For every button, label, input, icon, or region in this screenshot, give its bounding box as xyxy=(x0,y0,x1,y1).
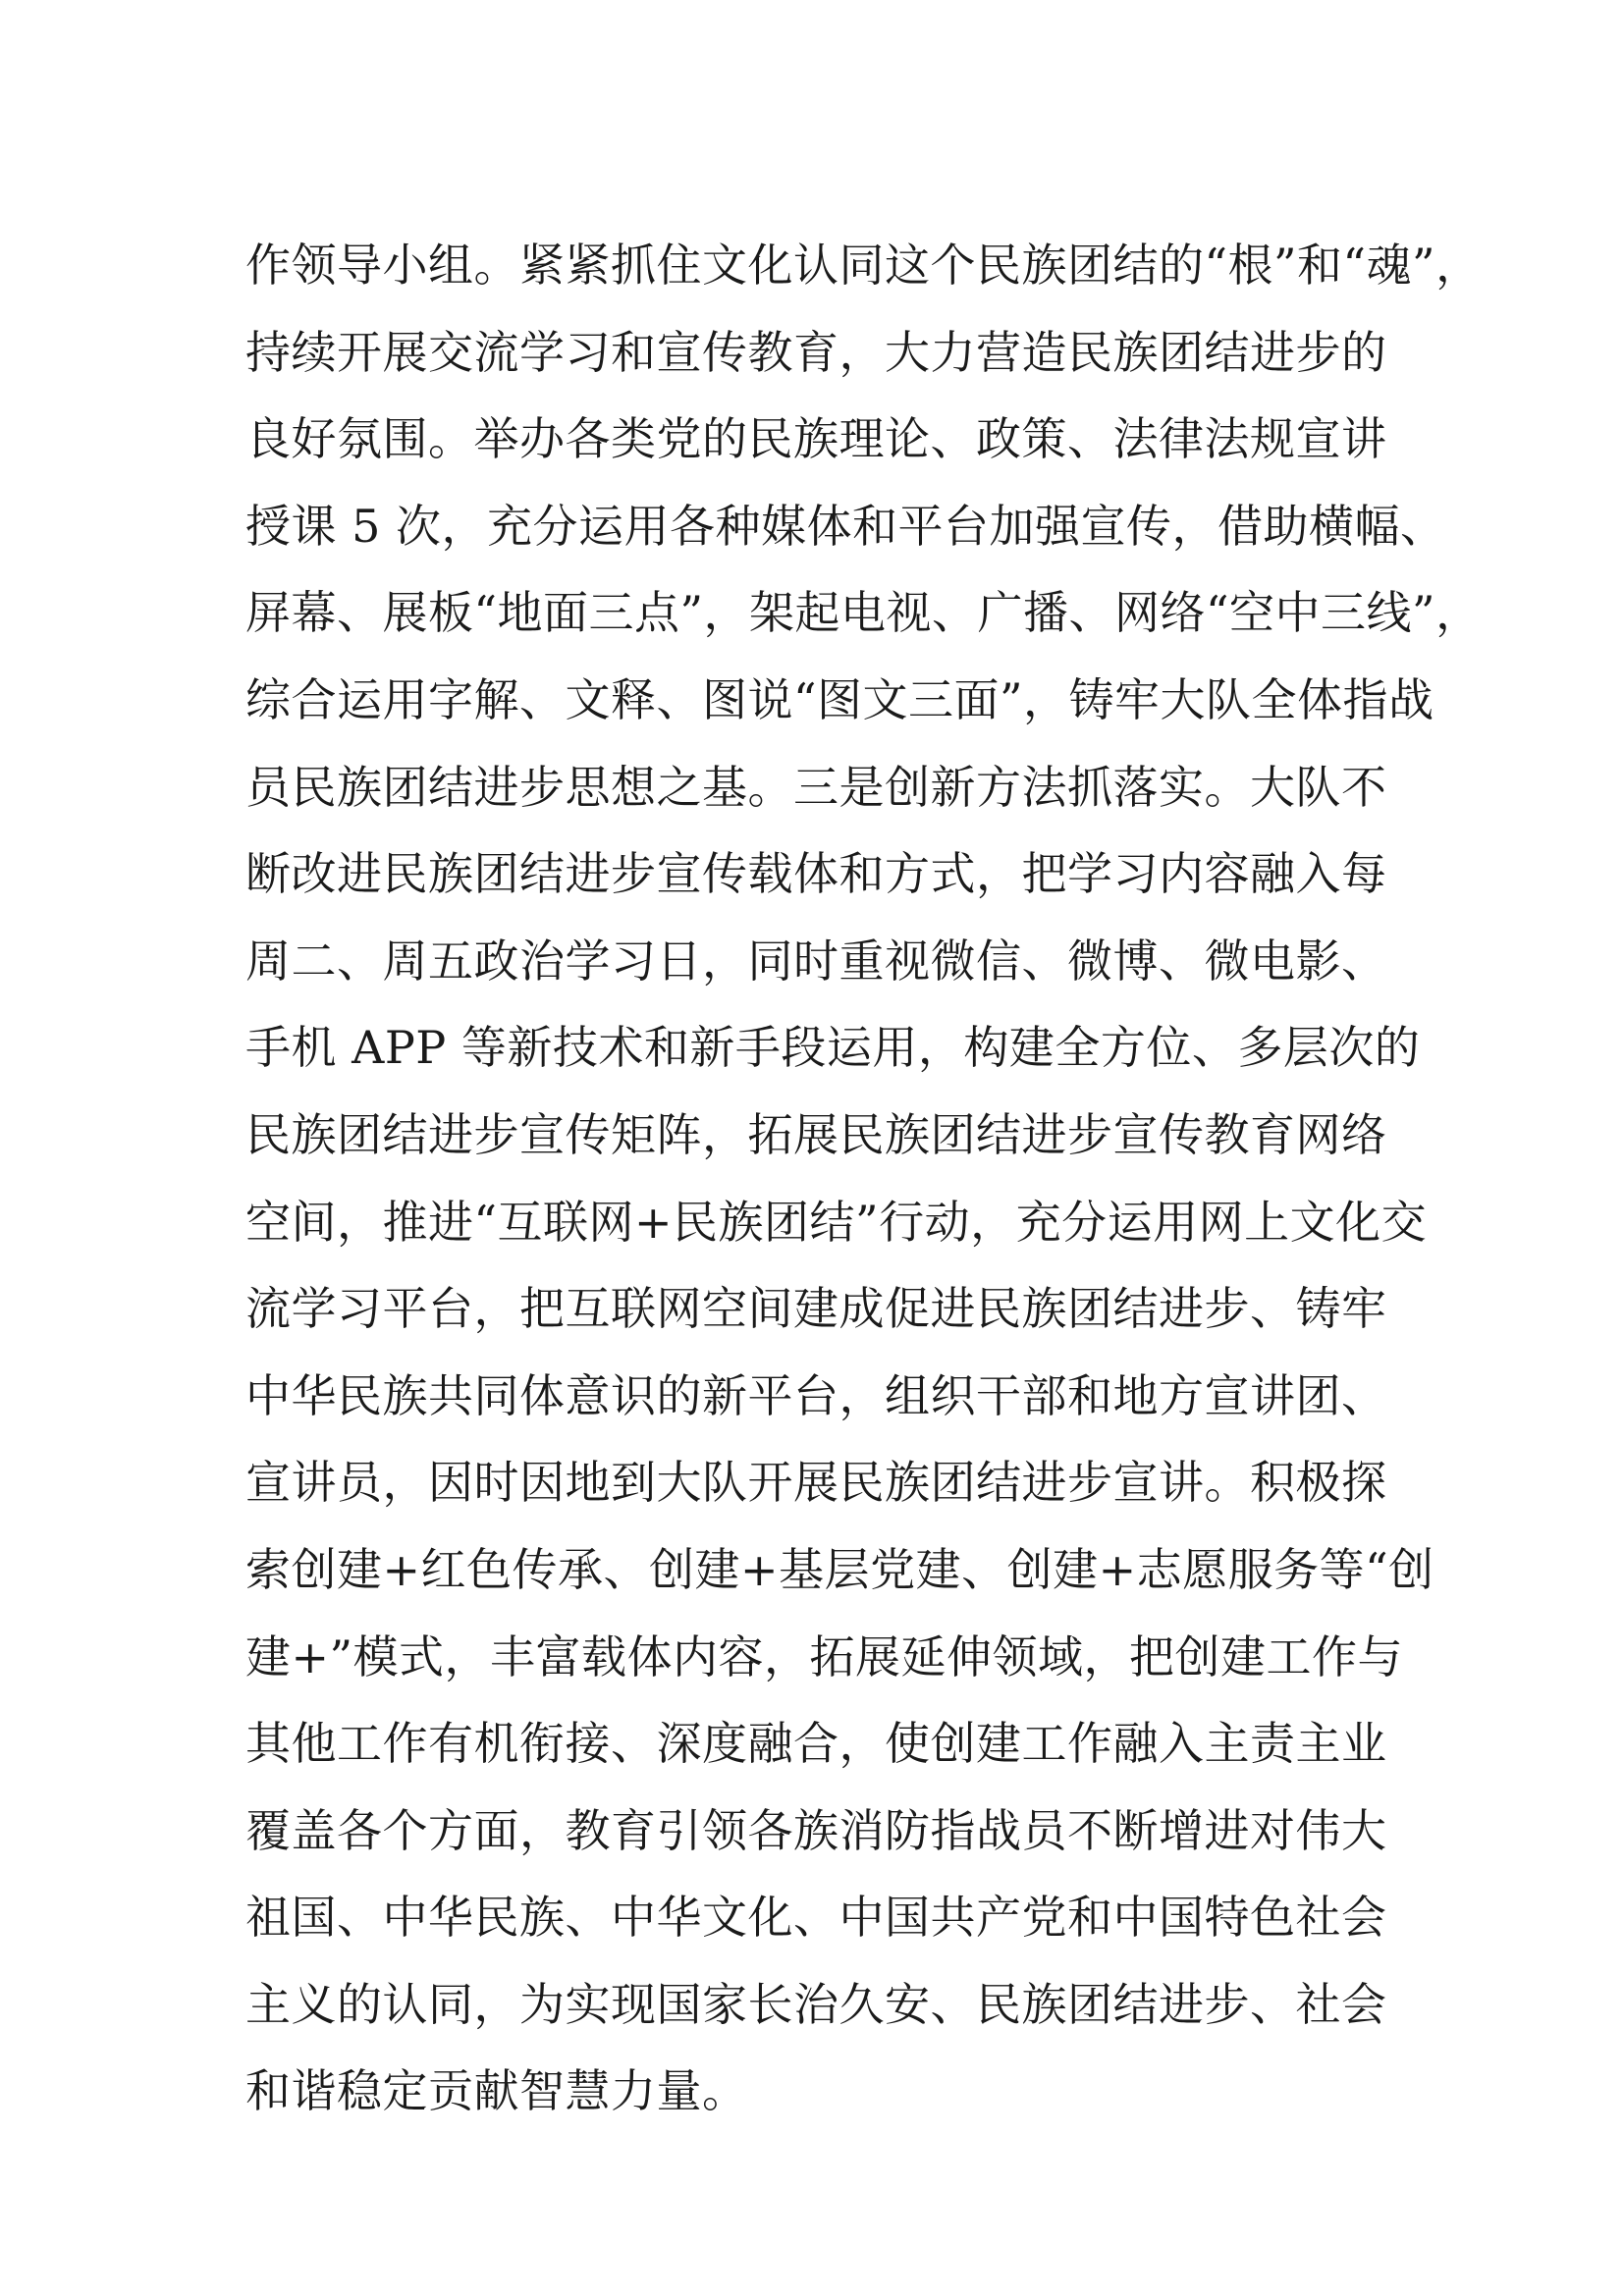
text-line-4: 授课 5 次，充分运用各种媒体和平台加强宣传，借助横幅、 xyxy=(245,499,1446,553)
text-line-1: 作领导小组。紧紧抓住文化认同这个民族团结的“根”和“魂”， xyxy=(245,239,1482,292)
text-line-18: 其他工作有机衔接、深度融合，使创建工作融入主责主业 xyxy=(245,1717,1387,1771)
body-paragraph xyxy=(245,222,1482,2135)
text-line-22: 和谐稳定贡献智慧力量。 xyxy=(245,2064,748,2118)
text-line-12: 空间，推进“互联网+民族团结”行动，充分运用网上文化交 xyxy=(245,1195,1428,1249)
text-line-7: 员民族团结进步思想之基。三是创新方法抓落实。大队不 xyxy=(245,760,1387,814)
text-line-5: 屏幕、展板“地面三点”，架起电视、广播、网络“空中三线”， xyxy=(245,586,1482,640)
text-line-19: 覆盖各个方面，教育引领各族消防指战员不断增进对伟大 xyxy=(245,1803,1387,1857)
text-line-8: 断改进民族团结进步宣传载体和方式，把学习内容融入每 xyxy=(245,847,1387,901)
text-line-20: 祖国、中华民族、中华文化、中国共产党和中国特色社会 xyxy=(245,1891,1387,1945)
text-line-6: 综合运用字解、文释、图说“图文三面”，铸牢大队全体指战 xyxy=(245,672,1434,726)
text-line-16: 索创建+红色传承、创建+基层党建、创建+志愿服务等“创 xyxy=(245,1542,1434,1596)
text-line-14: 中华民族共同体意识的新平台，组织干部和地方宣讲团、 xyxy=(245,1368,1387,1422)
text-line-11: 民族团结进步宣传矩阵，拓展民族团结进步宣传教育网络 xyxy=(245,1107,1387,1161)
text-line-3: 良好氛围。举办各类党的民族理论、政策、法律法规宣讲 xyxy=(245,412,1387,466)
text-line-13: 流学习平台，把互联网空间建成促进民族团结进步、铸牢 xyxy=(245,1282,1387,1336)
text-line-17: 建+”模式，丰富载体内容，拓展延伸领域，把创建工作与 xyxy=(245,1629,1404,1683)
text-line-15: 宣讲员，因时因地到大队开展民族团结进步宣讲。积极探 xyxy=(245,1456,1387,1510)
text-line-21: 主义的认同，为实现国家长治久安、民族团结进步、社会 xyxy=(245,1977,1387,2031)
text-line-10: 手机 APP 等新技术和新手段运用，构建全方位、多层次的 xyxy=(245,1021,1421,1075)
text-line-2: 持续开展交流学习和宣传教育，大力营造民族团结进步的 xyxy=(245,325,1387,379)
text-line-9: 周二、周五政治学习日，同时重视微信、微博、微电影、 xyxy=(245,934,1387,988)
